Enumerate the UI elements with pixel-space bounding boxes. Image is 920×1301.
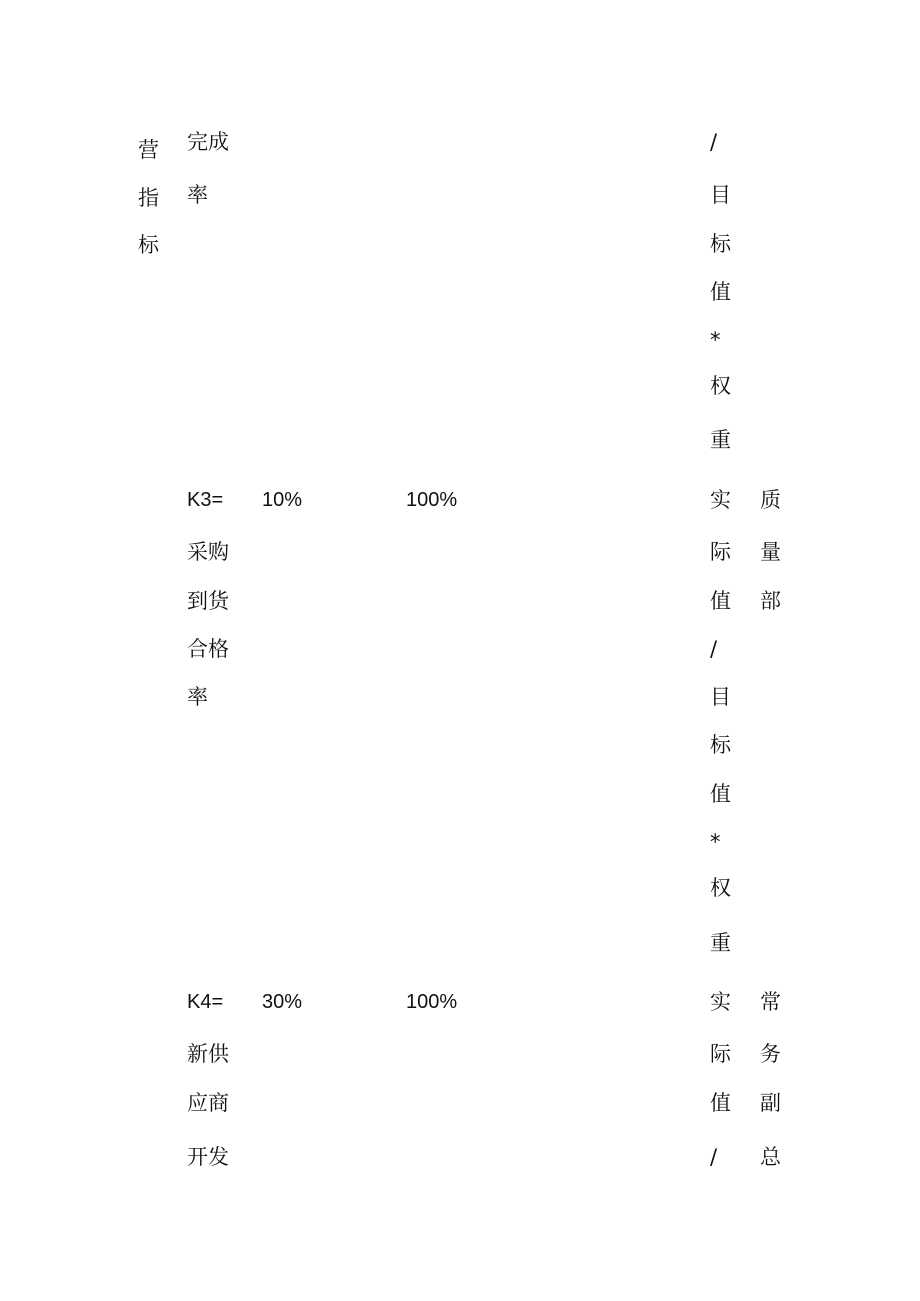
responsible-dept-char: 量: [760, 540, 781, 564]
formula-char: /: [710, 130, 718, 154]
formula-char: 值: [710, 782, 731, 806]
kpi-name-line: 开发: [187, 1145, 229, 1169]
formula-char: 重: [710, 428, 731, 452]
category-char: 标: [138, 233, 159, 257]
formula-char: 值: [710, 1091, 731, 1115]
kpi-name-line: 到货: [187, 589, 229, 613]
responsible-dept-char: 常: [760, 990, 781, 1014]
kpi-weight: 30%: [262, 991, 303, 1013]
category-char: 指: [138, 186, 159, 210]
formula-char: 值: [710, 589, 731, 613]
formula-char: /: [710, 1145, 718, 1169]
formula-char: 目: [710, 183, 731, 207]
kpi-name-line: 采购: [187, 540, 229, 564]
formula-char: 值: [710, 280, 731, 304]
formula-char: 实: [710, 990, 731, 1014]
kpi-target: 100%: [406, 991, 458, 1013]
formula-char: 目: [710, 685, 731, 709]
formula-char: *: [710, 830, 721, 854]
formula-char: 权: [710, 374, 731, 398]
kpi-name-line: 率: [187, 685, 208, 709]
kpi-name-line: 新供: [187, 1042, 229, 1066]
formula-char: 重: [710, 931, 731, 955]
responsible-dept-char: 总: [760, 1145, 781, 1169]
kpi-name-line: 应商: [187, 1091, 229, 1115]
kpi-name-line: 率: [187, 183, 208, 207]
formula-char: *: [710, 328, 721, 352]
responsible-dept-char: 部: [760, 589, 781, 613]
kpi-weight: 10%: [262, 489, 303, 511]
formula-char: 权: [710, 876, 731, 900]
kpi-code: K4=: [187, 991, 224, 1013]
formula-char: 标: [710, 733, 731, 757]
category-char: 营: [138, 138, 159, 162]
responsible-dept-char: 副: [760, 1091, 781, 1115]
formula-char: /: [710, 637, 718, 661]
formula-char: 际: [710, 540, 731, 564]
kpi-target: 100%: [406, 489, 458, 511]
formula-char: 际: [710, 1042, 731, 1066]
formula-char: 实: [710, 488, 731, 512]
responsible-dept-char: 质: [760, 488, 781, 512]
formula-char: 标: [710, 232, 731, 256]
responsible-dept-char: 务: [760, 1042, 781, 1066]
kpi-code: K3=: [187, 489, 224, 511]
kpi-name-line: 完成: [187, 130, 229, 154]
kpi-name-line: 合格: [187, 637, 229, 661]
